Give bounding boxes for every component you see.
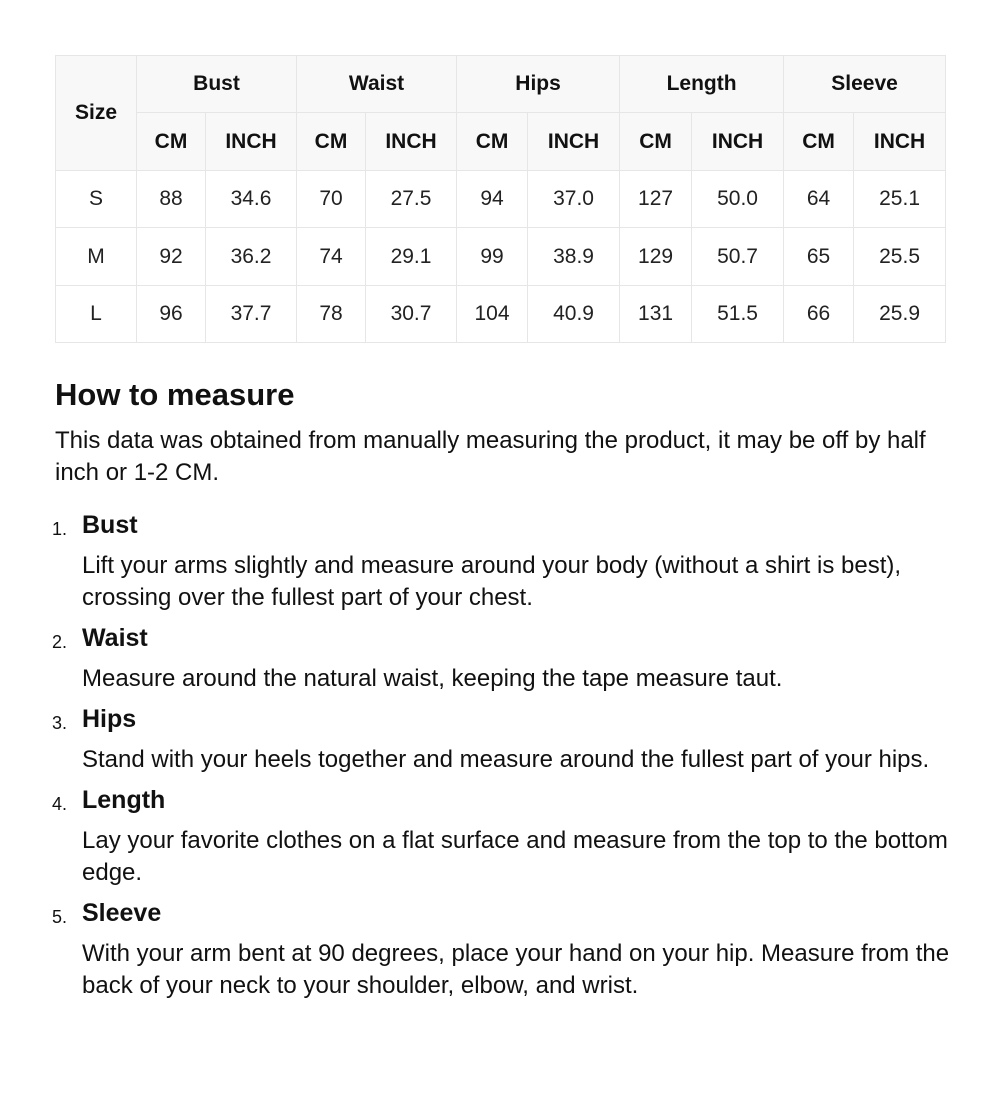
- unit-header-inch: INCH: [854, 113, 946, 171]
- value-cell: 88: [137, 171, 206, 228]
- how-to-measure-section: [52, 373, 955, 1010]
- list-item: [52, 622, 955, 695]
- value-cell: 25.5: [854, 228, 946, 286]
- group-header-hips: Hips: [457, 56, 620, 113]
- item-number: 2.: [52, 632, 68, 652]
- value-cell: 78: [297, 286, 366, 343]
- size-header: Size: [56, 56, 137, 171]
- table-row: [56, 286, 946, 343]
- value-cell: 65: [784, 228, 854, 286]
- unit-header-inch: INCH: [366, 113, 457, 171]
- value-cell: 104: [457, 286, 528, 343]
- item-number: 4.: [52, 794, 68, 814]
- value-cell: 127: [620, 171, 692, 228]
- item-title: Length: [82, 786, 166, 814]
- measure-steps-list: [52, 509, 955, 1002]
- value-cell: 92: [137, 228, 206, 286]
- value-cell: 70: [297, 171, 366, 228]
- unit-header-inch: INCH: [692, 113, 784, 171]
- item-number: 1.: [52, 519, 68, 539]
- value-cell: 25.9: [854, 286, 946, 343]
- value-cell: 131: [620, 286, 692, 343]
- value-cell: 25.1: [854, 171, 946, 228]
- item-description: Measure around the natural waist, keeping the tape measure taut.: [82, 665, 783, 692]
- item-number: 3.: [52, 713, 68, 733]
- list-item: [52, 897, 955, 1002]
- value-cell: 129: [620, 228, 692, 286]
- unit-header-inch: INCH: [528, 113, 620, 171]
- value-cell: 96: [137, 286, 206, 343]
- value-cell: 51.5: [692, 286, 784, 343]
- list-item: [52, 703, 955, 776]
- value-cell: 37.7: [206, 286, 297, 343]
- value-cell: 64: [784, 171, 854, 228]
- item-description: Lay your favorite clothes on a flat surface and measure from the top to the bottom edge.: [82, 827, 948, 886]
- item-title: Sleeve: [82, 899, 162, 927]
- value-cell: 66: [784, 286, 854, 343]
- value-cell: 94: [457, 171, 528, 228]
- group-header-sleeve: Sleeve: [784, 56, 946, 113]
- value-cell: 27.5: [366, 171, 457, 228]
- unit-header-cm: CM: [620, 113, 692, 171]
- item-description: With your arm bent at 90 degrees, place your hand on your hip. Measure from the back of your neck to your shoulder, elbow, and wrist.: [82, 940, 950, 999]
- value-cell: 74: [297, 228, 366, 286]
- value-cell: 30.7: [366, 286, 457, 343]
- size-cell: M: [56, 228, 137, 286]
- size-cell: L: [56, 286, 137, 343]
- section-title: How to measure: [55, 377, 295, 412]
- value-cell: 50.0: [692, 171, 784, 228]
- value-cell: 38.9: [528, 228, 620, 286]
- unit-header-cm: CM: [137, 113, 206, 171]
- value-cell: 40.9: [528, 286, 620, 343]
- item-number: 5.: [52, 907, 68, 927]
- item-title: Bust: [82, 511, 138, 539]
- item-description: Stand with your heels together and measure around the fullest part of your hips.: [82, 746, 930, 773]
- value-cell: 37.0: [528, 171, 620, 228]
- table-header-row: [56, 56, 946, 113]
- group-header-length: Length: [620, 56, 784, 113]
- value-cell: 50.7: [692, 228, 784, 286]
- unit-header-cm: CM: [297, 113, 366, 171]
- table-row: [56, 228, 946, 286]
- value-cell: 34.6: [206, 171, 297, 228]
- intro-text: This data was obtained from manually measuring the product, it may be off by half inch or 1-2 CM.: [55, 427, 926, 486]
- item-description: Lift your arms slightly and measure around your body (without a shirt is best), crossing over the fullest part of your chest.: [82, 552, 902, 611]
- item-title: Hips: [82, 705, 137, 733]
- list-item: [52, 509, 955, 614]
- unit-header-cm: CM: [784, 113, 854, 171]
- size-chart-table: [55, 55, 946, 343]
- group-header-bust: Bust: [137, 56, 297, 113]
- item-title: Waist: [82, 624, 148, 652]
- group-header-waist: Waist: [297, 56, 457, 113]
- value-cell: 29.1: [366, 228, 457, 286]
- value-cell: 99: [457, 228, 528, 286]
- table-row: [56, 171, 946, 228]
- unit-header-inch: INCH: [206, 113, 297, 171]
- value-cell: 36.2: [206, 228, 297, 286]
- unit-header-cm: CM: [457, 113, 528, 171]
- table-unit-row: [56, 113, 946, 171]
- list-item: [52, 784, 955, 889]
- size-cell: S: [56, 171, 137, 228]
